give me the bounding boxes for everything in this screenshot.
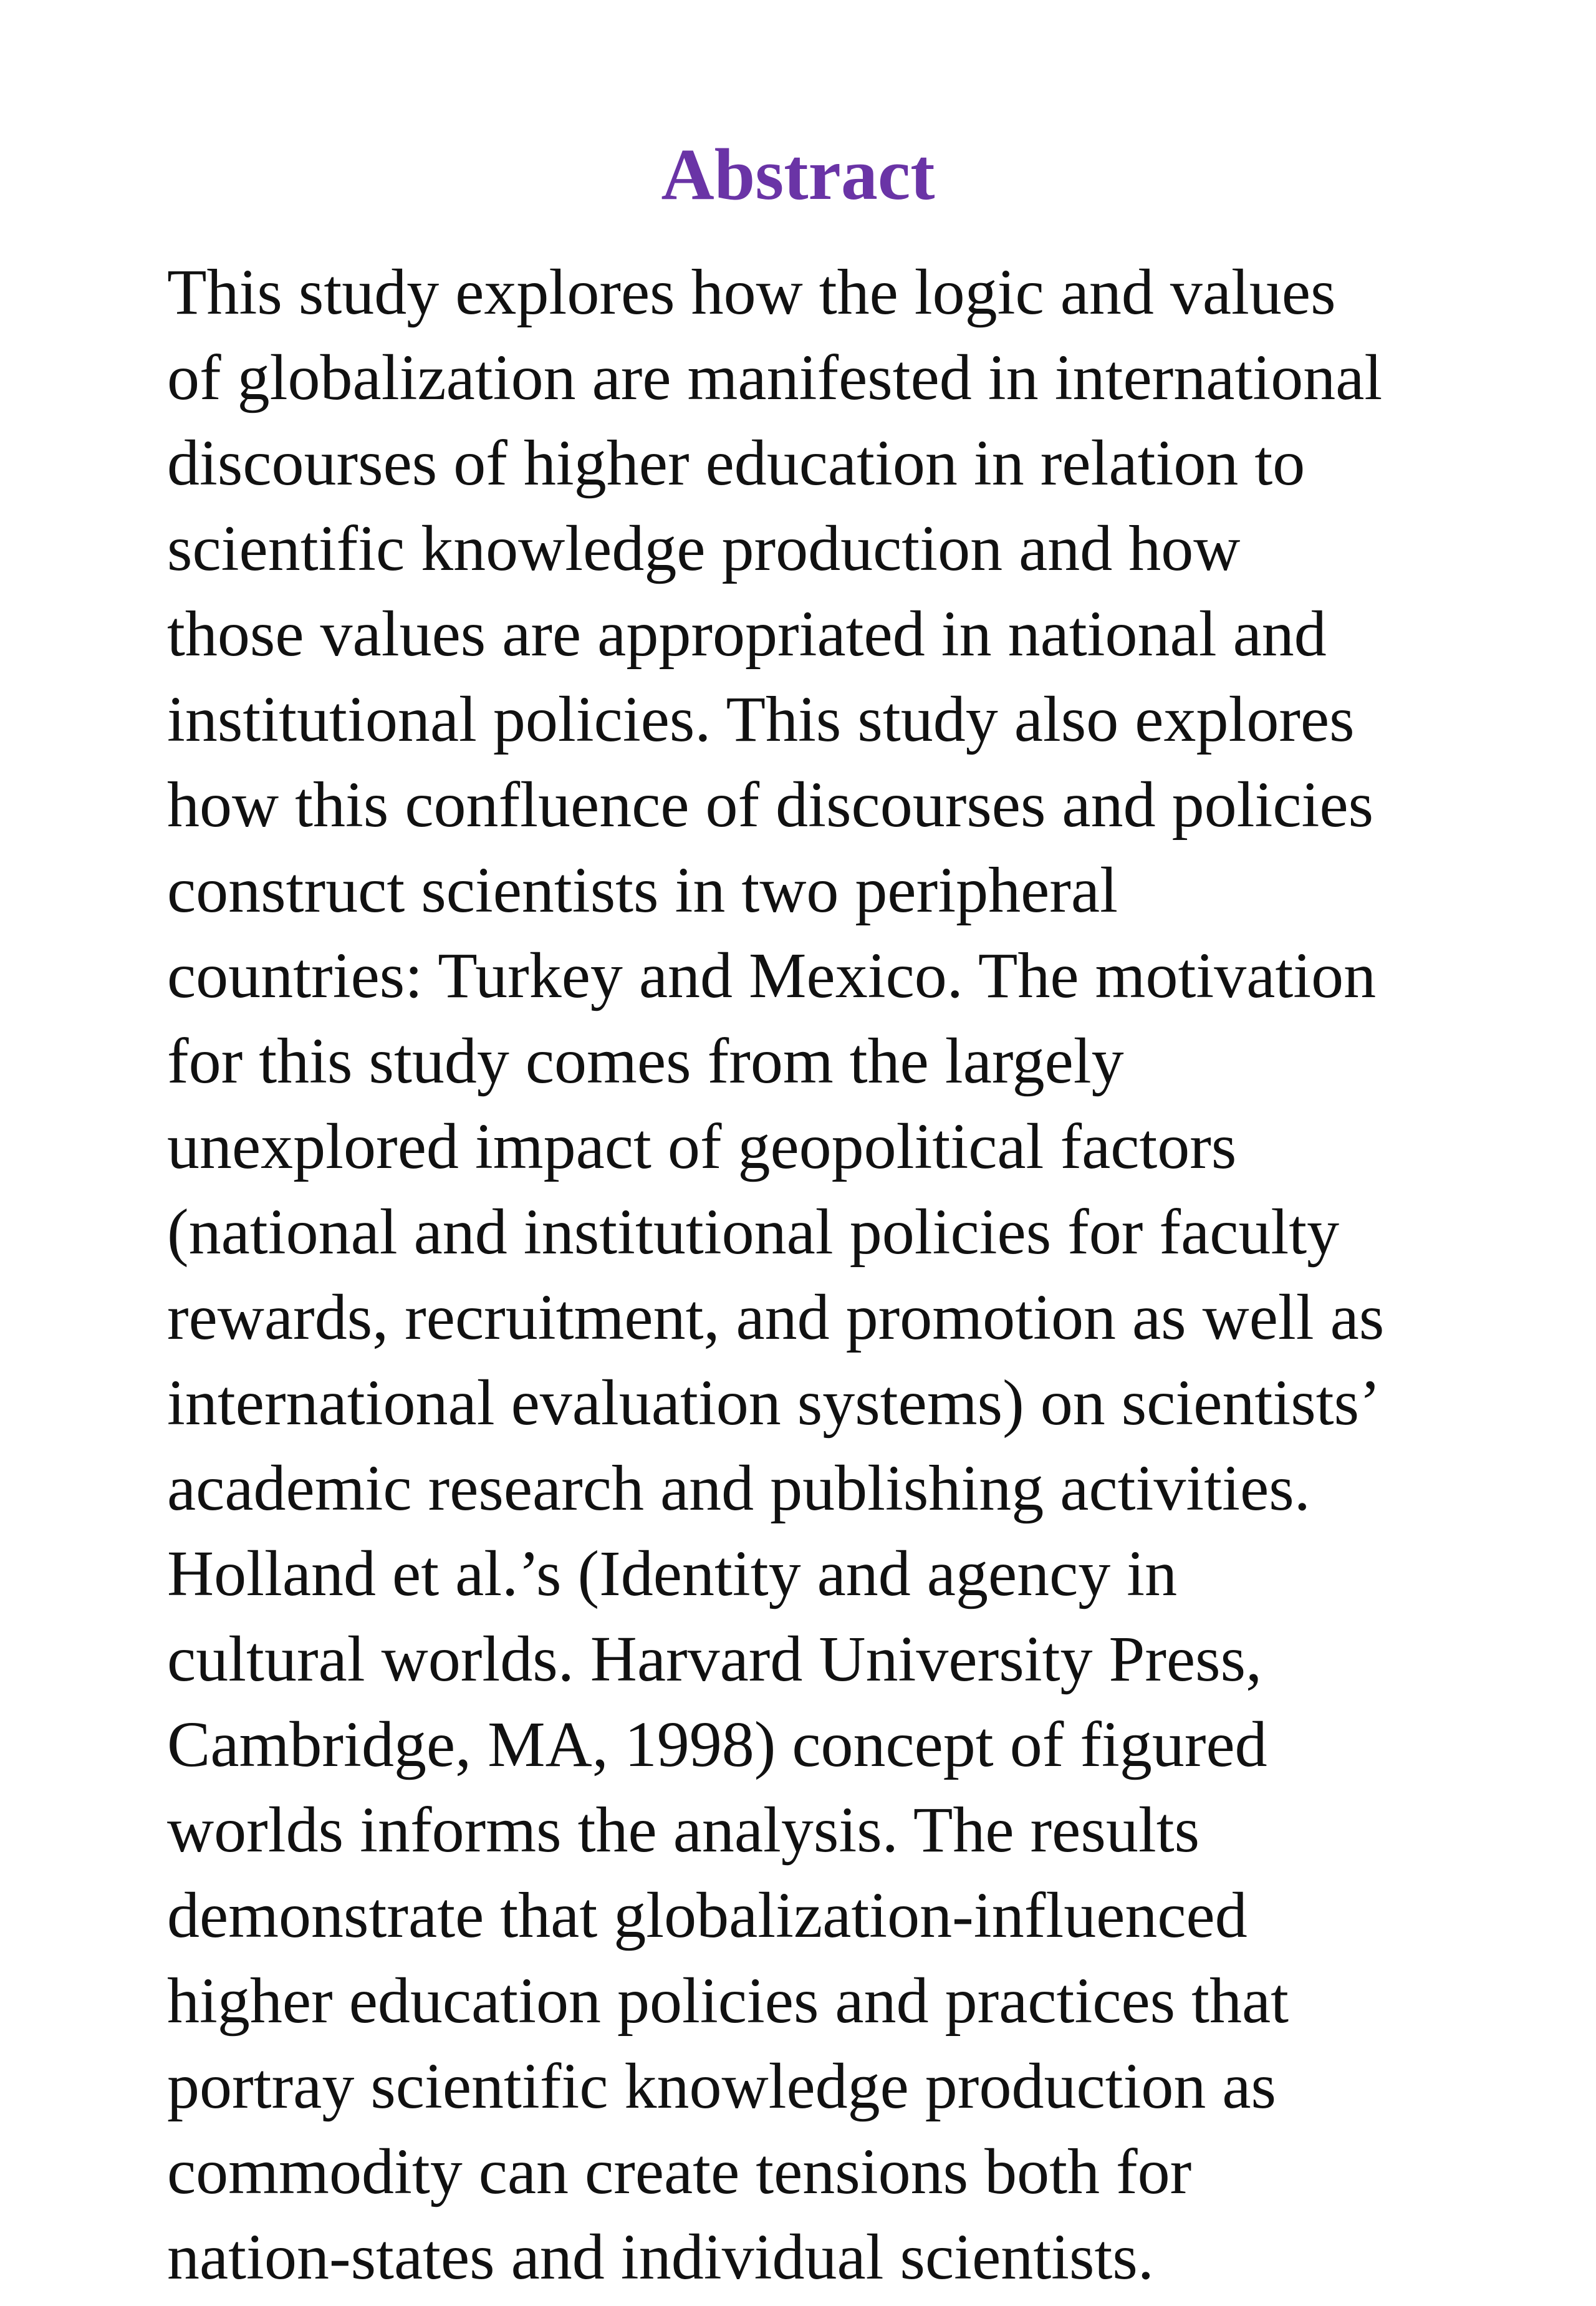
abstract-line: cultural worlds. Harvard University Press, (167, 1623, 1262, 1695)
abstract-line: academic research and publishing activities. (167, 1452, 1310, 1524)
abstract-line: (national and institutional policies for faculty (167, 1196, 1340, 1268)
abstract-line: unexplored impact of geopolitical factors (167, 1111, 1237, 1182)
abstract-line: portray scientific knowledge production as (167, 2050, 1277, 2122)
abstract-line: nation-states and individual scientists. (167, 2221, 1154, 2293)
abstract-line: commodity can create tensions both for (167, 2136, 1192, 2207)
abstract-line: institutional policies. This study also explores (167, 683, 1355, 755)
abstract-line: construct scientists in two peripheral (167, 854, 1118, 926)
abstract-line: of globalization are manifested in international (167, 342, 1383, 413)
abstract-body (167, 249, 1576, 2300)
abstract-heading: Abstract (661, 133, 935, 215)
abstract-line: discourses of higher education in relation to (167, 427, 1305, 499)
abstract-line: worlds informs the analysis. The results (167, 1794, 1200, 1866)
abstract-line: scientific knowledge production and how (167, 513, 1241, 584)
abstract-line: Cambridge, MA, 1998) concept of figured (167, 1709, 1267, 1780)
abstract-line: how this confluence of discourses and policies (167, 769, 1374, 841)
abstract-line: higher education policies and practices that (167, 1965, 1289, 2037)
abstract-line: Holland et al.’s (Identity and agency in (167, 1538, 1178, 1609)
abstract-line: those values are appropriated in national and (167, 598, 1327, 670)
abstract-line: countries: Turkey and Mexico. The motivation (167, 940, 1377, 1011)
abstract-line: for this study comes from the largely (167, 1025, 1124, 1097)
abstract-line: demonstrate that globalization-influenced (167, 1879, 1247, 1951)
abstract-line: international evaluation systems) on scientists’ (167, 1367, 1381, 1439)
abstract-line: This study explores how the logic and values (167, 256, 1336, 328)
abstract-line: rewards, recruitment, and promotion as well as (167, 1281, 1385, 1353)
